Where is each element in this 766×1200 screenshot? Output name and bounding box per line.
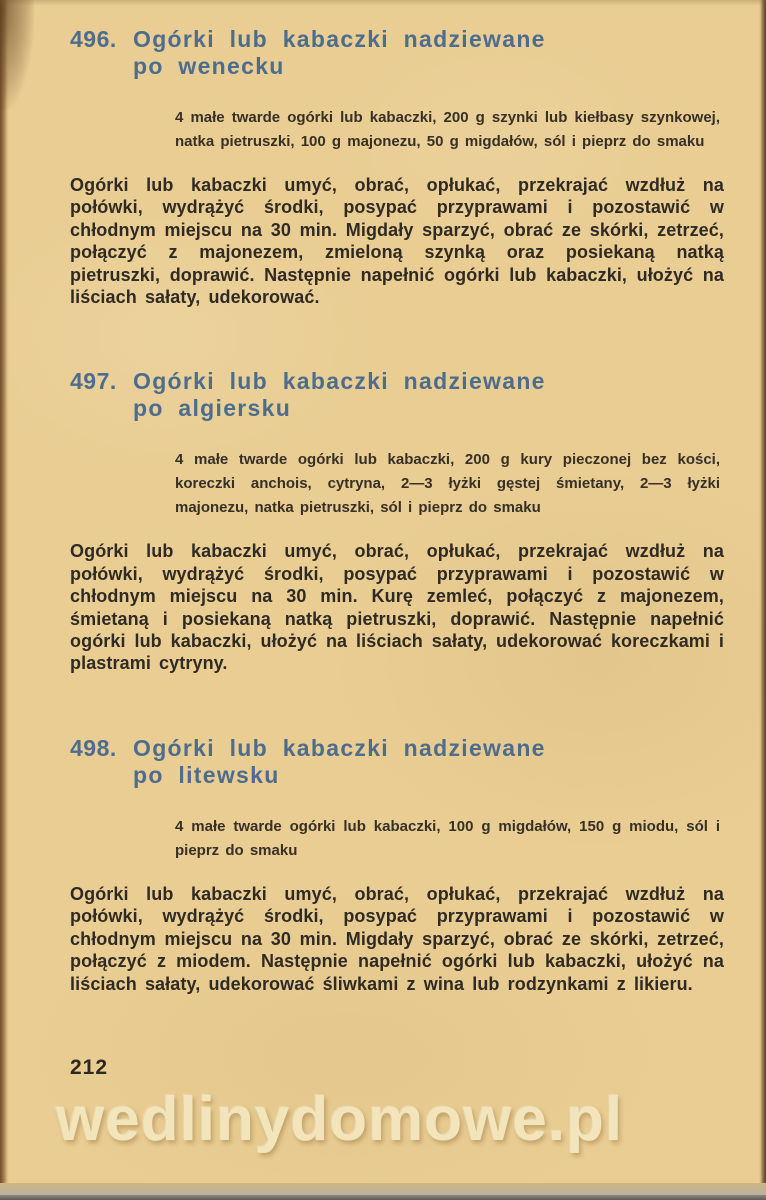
recipe-title-line1: Ogórki lub kabaczki nadziewane [133,26,546,52]
recipe-heading [70,368,724,422]
recipe-title [133,26,724,80]
recipe-498 [70,735,724,995]
ingredients-paragraph: 4 małe twarde ogórki lub kabaczki, 100 g migdałów, 150 g miodu, sól i pieprz do smaku [175,817,720,859]
recipe-number: 496. [70,26,117,52]
ingredients-paragraph: 4 małe twarde ogórki lub kabaczki, 200 g kury pieczonej bez kości, koreczki anchois, cytryna, 2—3 łyżki gęstej śmietany, 2—3 łyżki majonezu, natka pietruszki, sól i pieprz do smaku [175,451,720,517]
recipe-title [133,735,724,789]
watermark-text: wedlinydomowe.pl [56,1085,624,1154]
instructions-paragraph: Ogórki lub kabaczki umyć, obrać, opłukać, przekrajać wzdłuż na połówki, wydrążyć środki, posypać przyprawami i pozostawić w chłodnym miejscu na 30 min. Migdały sparzyć, obrać ze skórki, zetrzeć, połączyć z miodem. Następnie napełnić ogórki lub kabaczki, ułożyć na liściach sałaty, udekorować śliwkami z wina lub rodzynkami z likieru. [70,883,724,994]
recipe-496 [70,26,724,308]
scan-bottom-strip-light [0,1183,766,1195]
page-number: 212 [70,1056,109,1079]
page-right-edge-shadow [759,0,766,1183]
page-left-edge-shadow [0,0,9,1183]
recipe-heading [70,26,724,80]
recipe-number: 498. [70,734,117,761]
recipe-title-line2: po algiersku [133,395,292,422]
page-top-left-corner-shadow [0,0,34,110]
recipe-title-line1: Ogórki lub kabaczki nadziewane [133,368,546,395]
page-top-edge-shadow [0,0,766,6]
scan-bottom-strip-dark [0,1195,766,1200]
recipe-title-line1: Ogórki lub kabaczki nadziewane [133,734,546,761]
recipe-title [133,368,724,422]
instructions-paragraph: Ogórki lub kabaczki umyć, obrać, opłukać, przekrajać wzdłuż na połówki, wydrążyć środki, posypać przyprawami i pozostawić w chłodnym miejscu na 30 min. Kurę zemleć, połączyć z majonezem, śmietaną i posiekaną natką pietruszki, doprawić. Następnie napełnić ogórki lub kabaczki, ułożyć na liściach sałaty, udekorować koreczkami i plastrami cytryny. [70,541,724,674]
recipe-497 [70,368,724,674]
page-content [70,26,724,995]
recipe-heading [70,735,724,789]
recipe-title-line2: po litewsku [133,761,280,788]
recipe-title-line2: po wenecku [133,53,285,79]
recipe-number: 497. [70,368,117,395]
instructions-paragraph: Ogórki lub kabaczki umyć, obrać, opłukać, przekrajać wzdłuż na połówki, wydrążyć środki, posypać przyprawami i pozostawić w chłodnym miejscu na 30 min. Migdały sparzyć, obrać ze skórki, zetrzeć, połączyć z majonezem, zmieloną szynką oraz posiekaną natką pietruszki, doprawić. Następnie napełnić ogórki lub kabaczki, ułożyć na liściach sałaty, udekorować. [70,175,724,308]
ingredients-paragraph: 4 małe twarde ogórki lub kabaczki, 200 g szynki lub kiełbasy szynkowej, natka pietruszki, 100 g majonezu, 50 g migdałów, sól i pieprz do smaku [175,109,720,150]
